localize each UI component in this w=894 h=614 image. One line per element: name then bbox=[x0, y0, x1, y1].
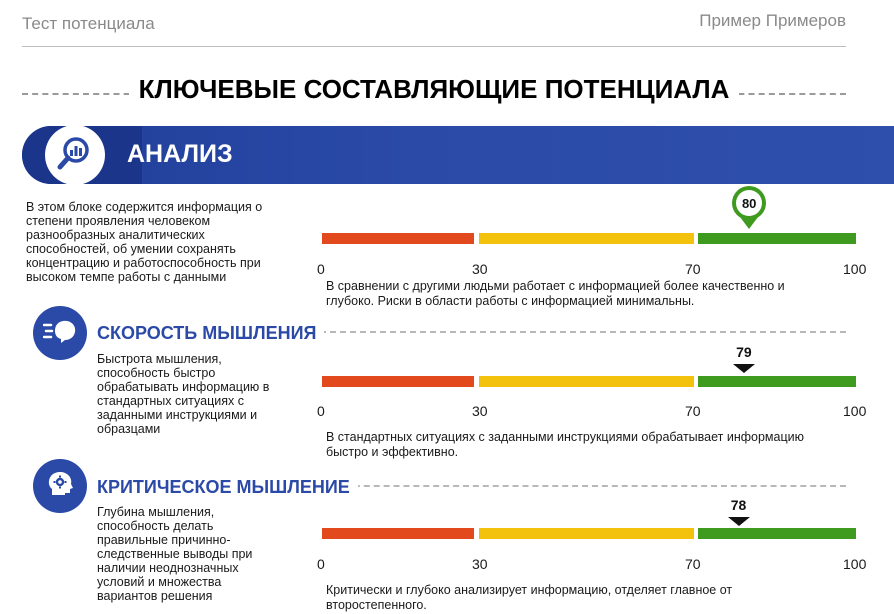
brain-speed-icon bbox=[43, 317, 77, 350]
critical-icon-circle bbox=[33, 459, 87, 513]
scale-red-segment bbox=[322, 376, 474, 387]
head-gear-icon bbox=[45, 469, 75, 504]
header-divider bbox=[22, 46, 846, 47]
tick-label: 70 bbox=[685, 556, 701, 572]
critical-description: Глубина мышления, способность делать правильные причинно- следственные выводы при наличии неоднозначных условий и множества вариантов решения bbox=[97, 505, 253, 603]
scale-green-segment bbox=[698, 528, 856, 539]
scale-yellow-segment bbox=[479, 233, 694, 244]
score-marker-speed bbox=[724, 344, 764, 373]
section-title-critical: КРИТИЧЕСКОЕ МЫШЛЕНИЕ bbox=[97, 477, 358, 498]
scale-red-segment bbox=[322, 233, 474, 244]
analysis-result: В сравнении с другими людьми работает с информацией более качественно и глубоко. Риски в области работы с информацией минимальны. bbox=[326, 279, 785, 308]
down-arrow-icon bbox=[728, 517, 750, 526]
magnifier-chart-icon bbox=[56, 134, 94, 177]
tick-label: 100 bbox=[843, 403, 867, 419]
critical-result: Критически и глубоко анализирует информацию, отделяет главное от второстепенного. bbox=[326, 583, 733, 612]
tick-label: 70 bbox=[685, 261, 701, 277]
banner-icon-circle bbox=[45, 125, 105, 185]
page-title: КЛЮЧЕВЫЕ СОСТАВЛЯЮЩИЕ ПОТЕНЦИАЛА bbox=[0, 74, 868, 105]
section-divider bbox=[334, 485, 846, 487]
score-pin-analysis bbox=[732, 186, 766, 229]
tick-label: 0 bbox=[317, 556, 325, 572]
section-divider bbox=[300, 331, 846, 333]
scale-yellow-segment bbox=[479, 376, 694, 387]
user-name: Пример Примеров bbox=[699, 11, 846, 30]
section-title-speed: СКОРОСТЬ МЫШЛЕНИЯ bbox=[97, 323, 324, 344]
score-marker-critical bbox=[719, 497, 759, 526]
down-arrow-icon bbox=[733, 364, 755, 373]
score-value: 78 bbox=[730, 497, 747, 513]
section-title-analysis: АНАЛИЗ bbox=[127, 140, 233, 168]
score-value: 79 bbox=[736, 344, 752, 360]
score-value: 80 bbox=[736, 190, 762, 216]
test-name: Тест потенциала bbox=[22, 14, 155, 33]
scale-green-segment bbox=[698, 376, 856, 387]
tick-label: 30 bbox=[472, 261, 488, 277]
tick-label: 70 bbox=[685, 403, 701, 419]
scale-yellow-segment bbox=[479, 528, 694, 539]
scale-green-segment bbox=[698, 233, 856, 244]
tick-label: 0 bbox=[317, 403, 325, 419]
tick-label: 100 bbox=[843, 556, 867, 572]
tick-label: 0 bbox=[317, 261, 325, 277]
scale-red-segment bbox=[322, 528, 474, 539]
speed-description: Быстрота мышления, способность быстро обрабатывать информацию в стандартных ситуациях с заданными инструкциями и образцами bbox=[97, 352, 270, 436]
speed-result: В стандартных ситуациях с заданными инструкциями обрабатывает информацию быстро и эффективно. bbox=[326, 430, 804, 459]
tick-label: 30 bbox=[472, 556, 488, 572]
speed-icon-circle bbox=[33, 306, 87, 360]
tick-label: 30 bbox=[472, 403, 488, 419]
tick-label: 100 bbox=[843, 261, 867, 277]
analysis-description: В этом блоке содержится информация о степени проявления человеком разнообразных аналитических способностей, об умении сохранять концентрацию и работоспособность при высоком темпе работы с данными bbox=[26, 200, 263, 284]
